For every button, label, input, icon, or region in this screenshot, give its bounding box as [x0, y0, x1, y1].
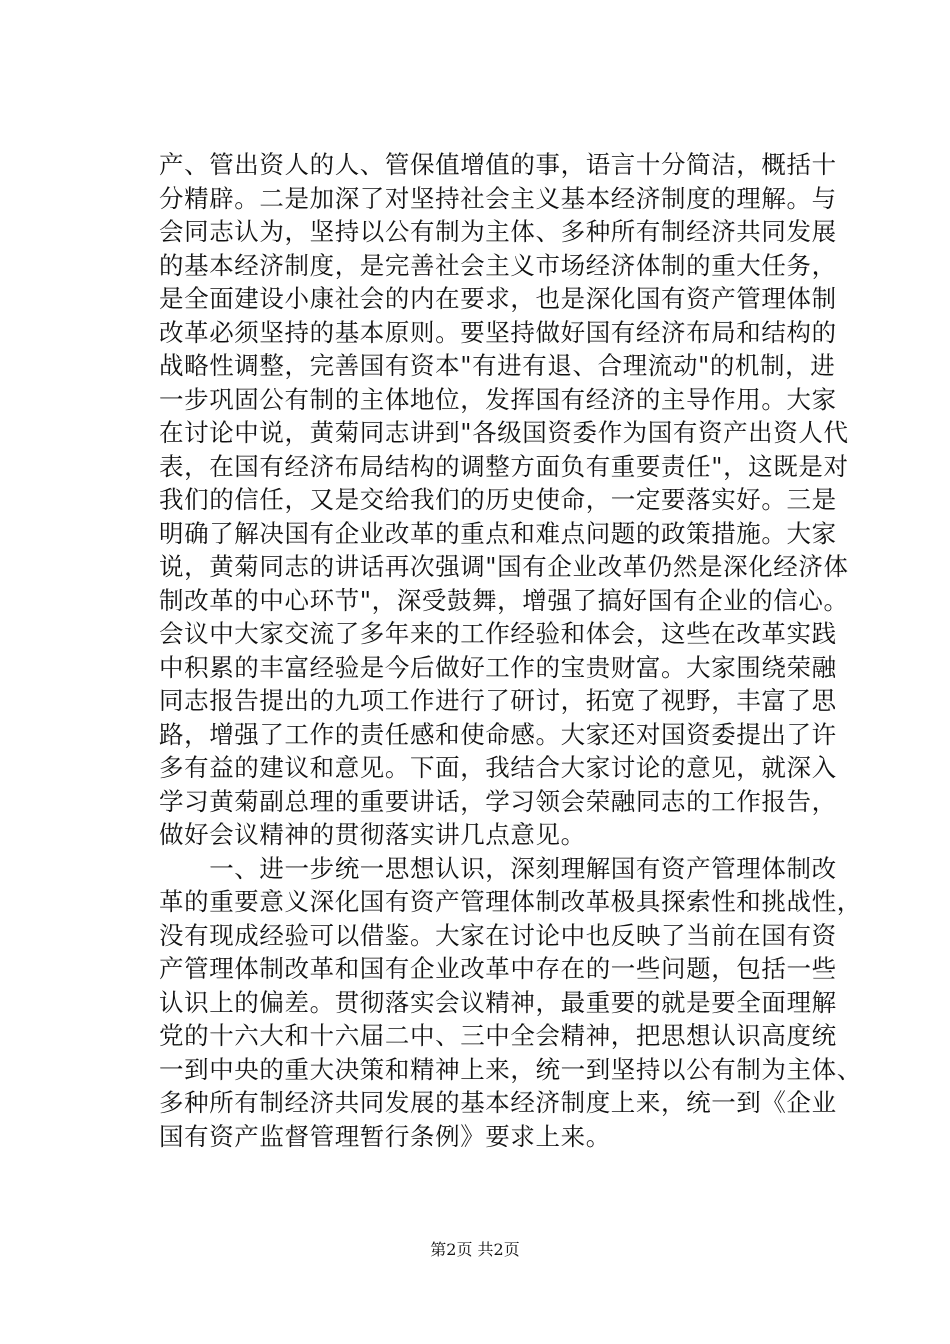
text-line: 多种所有制经济共同发展的基本经济制度上来，统一到《企业 — [159, 1088, 837, 1117]
text-line: 的基本经济制度，是完善社会主义市场经济体制的重大任务， — [159, 250, 837, 280]
body-text — [159, 148, 862, 1153]
text-line: 表，在国有经济布局结构的调整方面负有重要责任"，这既是对 — [159, 451, 849, 481]
page-footer — [0, 1240, 950, 1260]
text-line: 战略性调整，完善国有资本"有进有退、合理流动"的机制，进 — [159, 351, 836, 380]
text-line: 国有资产监督管理暂行条例》要求上来。 — [159, 1121, 611, 1151]
text-line: 一、进一步统一思想认识，深刻理解国有资产管理体制改 — [159, 853, 837, 883]
text-line: 同志报告提出的九项工作进行了研讨，拓宽了视野，丰富了思 — [159, 686, 837, 715]
text-line: 说，黄菊同志的讲话再次强调"国有企业改革仍然是深化经济体 — [159, 552, 849, 581]
text-line: 改革必须坚持的基本原则。要坚持做好国有经济布局和结构的 — [159, 317, 837, 347]
text-line: 产、管出资人的人、管保值增值的事，语言十分简洁，概括十 — [159, 150, 837, 179]
text-line: 一到中央的重大决策和精神上来，统一到坚持以公有制为主体、 — [159, 1054, 862, 1084]
text-line: 我们的信任，又是交给我们的历史使命，一定要落实好。三是 — [159, 485, 837, 514]
text-line: 产管理体制改革和国有企业改革中存在的一些问题，包括一些 — [159, 954, 837, 983]
text-line: 会议中大家交流了多年来的工作经验和体会，这些在改革实践 — [159, 619, 837, 648]
text-line: 制改革的中心环节"，深受鼓舞，增强了搞好国有企业的信心。 — [159, 585, 849, 615]
text-line: 一步巩固公有制的主体地位，发挥国有经济的主导作用。大家 — [159, 384, 837, 414]
text-line: 认识上的偏差。贯彻落实会议精神，最重要的就是要全面理解 — [159, 987, 837, 1017]
text-line: 没有现成经验可以借鉴。大家在讨论中也反映了当前在国有资 — [159, 920, 837, 950]
text-line: 多有益的建议和意见。下面，我结合大家讨论的意见，就深入 — [159, 753, 837, 782]
text-line: 路，增强了工作的责任感和使命感。大家还对国资委提出了许 — [159, 719, 837, 749]
text-line: 学习黄菊副总理的重要讲话，学习领会荣融同志的工作报告， — [159, 786, 837, 816]
text-line: 分精辟。二是加深了对坚持社会主义基本经济制度的理解。与 — [159, 183, 837, 213]
text-line: 中积累的丰富经验是今后做好工作的宝贵财富。大家围绕荣融 — [159, 652, 837, 682]
text-line: 明确了解决国有企业改革的重点和难点问题的政策措施。大家 — [159, 518, 837, 548]
text-line: 是全面建设小康社会的内在要求，也是深化国有资产管理体制 — [159, 284, 837, 313]
text-line: 党的十六大和十六届二中、三中全会精神，把思想认识高度统 — [159, 1021, 837, 1050]
text-line: 革的重要意义深化国有资产管理体制改革极具探索性和挑战性， — [159, 887, 862, 916]
text-line: 会同志认为，坚持以公有制为主体、多种所有制经济共同发展 — [159, 217, 837, 246]
page-number-label: 第2页 共2页 — [430, 1240, 520, 1259]
text-line: 做好会议精神的贯彻落实讲几点意见。 — [159, 820, 586, 849]
text-line: 在讨论中说，黄菊同志讲到"各级国资委作为国有资产出资人代 — [159, 418, 849, 447]
